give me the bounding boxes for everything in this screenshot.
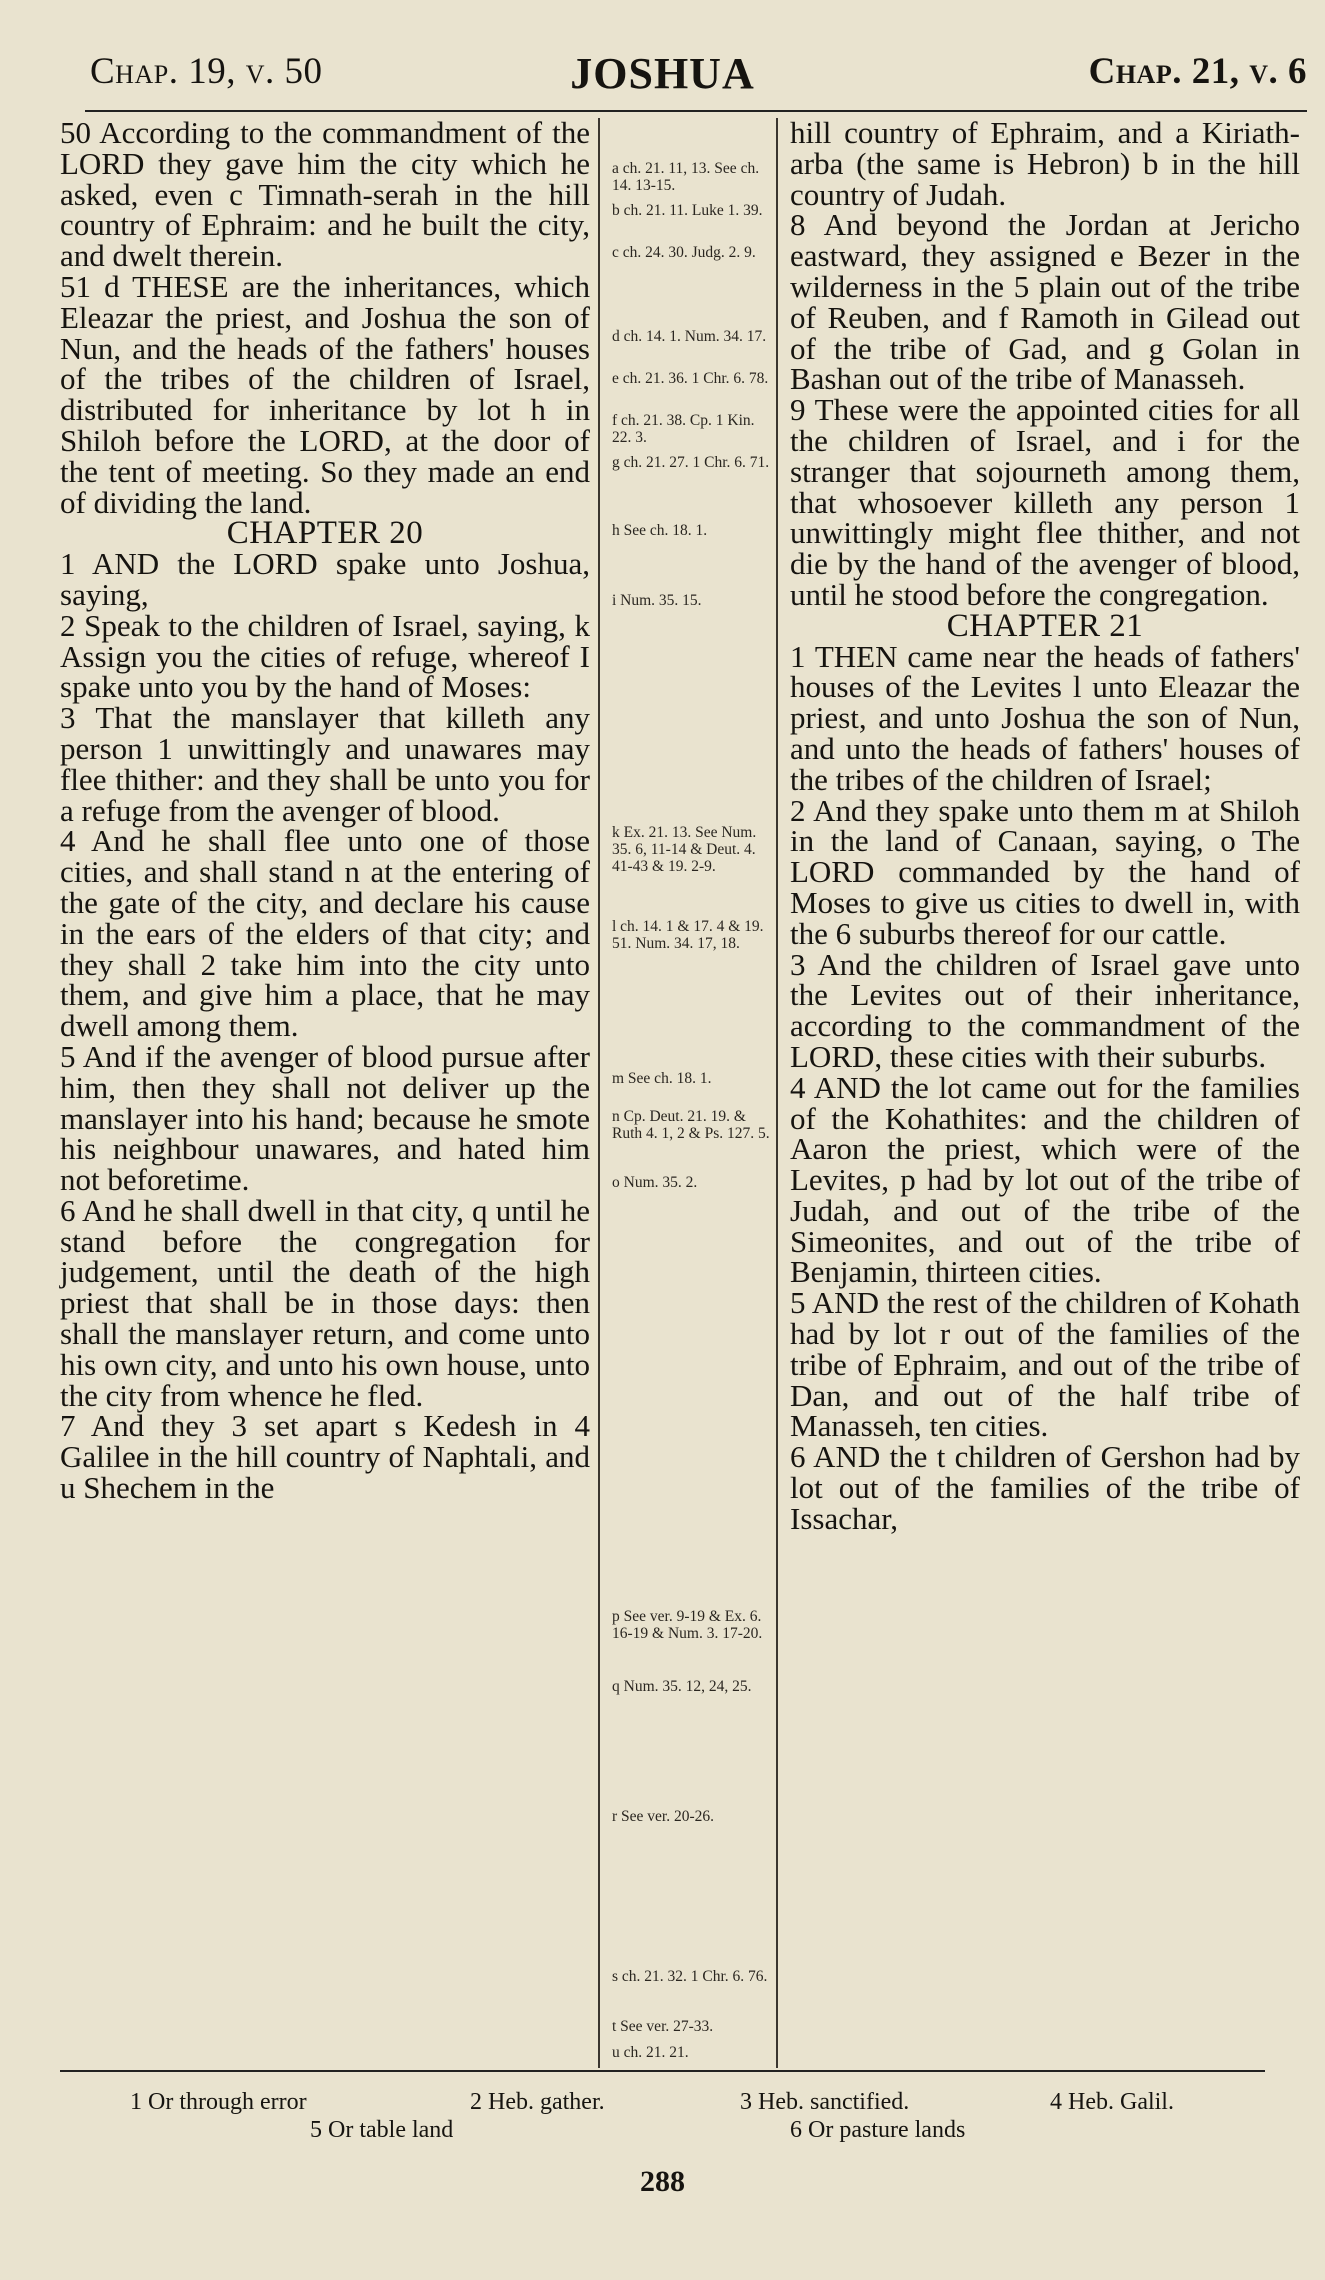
book-title: JOSHUA <box>570 49 755 98</box>
cross-ref: s ch. 21. 32. 1 Chr. 6. 76. <box>612 1968 768 1985</box>
cross-ref: l ch. 14. 1 & 17. 4 & 19. 51. Num. 34. 17, 18. <box>612 918 764 952</box>
page-number: 288 <box>640 2165 685 2198</box>
cross-ref: o Num. 35. 2. <box>612 1174 698 1191</box>
cross-ref: d ch. 14. 1. Num. 34. 17. <box>612 328 767 345</box>
cross-ref: m See ch. 18. 1. <box>612 1070 712 1087</box>
chapter-heading-20: CHAPTER 20 <box>226 515 424 552</box>
column-divider-left <box>598 118 600 2068</box>
footnote: 2 Heb. gather. <box>470 2089 605 2115</box>
cross-ref: r See ver. 20-26. <box>612 1808 715 1825</box>
footnote: 4 Heb. Galil. <box>1050 2089 1174 2115</box>
verse-21-2: 2 And they spake unto them m at Shiloh in the land of Canaan, saying, o The LORD commanded by the hand of Moses to give us cities to dwell in, with the 6 suburbs thereof for our cattle. <box>790 792 1300 951</box>
cross-ref: e ch. 21. 36. 1 Chr. 6. 78. <box>612 370 769 387</box>
cross-ref: u ch. 21. 21. <box>612 2044 689 2061</box>
cross-ref: q Num. 35. 12, 24, 25. <box>612 1678 752 1695</box>
cross-ref: c ch. 24. 30. Judg. 2. 9. <box>612 244 756 261</box>
cross-ref: i Num. 35. 15. <box>612 592 702 609</box>
verse-20-2: 2 Speak to the children of Israel, saying, k Assign you the cities of refuge, whereof I spake unto you by the hand of Moses: <box>60 607 590 705</box>
cross-ref: h See ch. 18. 1. <box>612 522 708 539</box>
footnote: 1 Or through error <box>130 2089 307 2115</box>
verse-20-8: 8 And beyond the Jordan at Jericho eastward, they assigned e Bezer in the wilderness in the 5 plain out of the tribe of Reuben, and f Ramoth in Gilead out of the tribe of Gad, and g Golan in Bashan out of the tribe of Manasseh. <box>790 207 1300 397</box>
cross-ref: f ch. 21. 38. Cp. 1 Kin. 22. 3. <box>612 412 755 446</box>
running-head-left: Chap. 19, v. 50 <box>90 51 323 92</box>
verse-21-6: 6 AND the t children of Gershon had by lot out of the families of the tribe of Issachar, <box>790 1439 1300 1536</box>
cross-ref: k Ex. 21. 13. See Num. 35. 6, 11-14 & Deut. 4. 41-43 & 19. 2-9. <box>612 824 757 875</box>
cross-ref: a ch. 21. 11, 13. See ch. 14. 13-15. <box>612 160 760 194</box>
cross-ref: b ch. 21. 11. Luke 1. 39. <box>612 202 763 219</box>
footnote: 6 Or pasture lands <box>790 2117 966 2143</box>
verse-20-5: 5 And if the avenger of blood pursue after him, then they shall not deliver up the manslayer into his hand; because he smote his neighbour unawares, and hated him not beforetime. <box>60 1038 590 1198</box>
left-text-column <box>60 115 590 1506</box>
header-rule <box>85 110 1307 112</box>
verse-19-51: 51 d THESE are the inheritances, which Eleazar the priest, and Joshua the son of Nun, and the heads of the fathers' houses of the tribes of the children of Israel, distributed for inheritance by lot h in Shiloh before the LORD, at the door of the tent of meeting. So they made an end of dividing the land. <box>60 268 590 520</box>
column-divider-right <box>776 118 778 2068</box>
verse-20-6: 6 And he shall dwell in that city, q until he stand before the congregation for judgement, until the death of the high priest that shall be in those days: then shall the manslayer return, and come unto his own city, and unto his own house, unto the city from whence he fled. <box>60 1192 590 1413</box>
cross-ref: t See ver. 27-33. <box>612 2018 714 2035</box>
verse-20-3: 3 That the manslayer that killeth any person 1 unwittingly and unawares may flee thither: and they shall be unto you for a refuge from the avenger of blood. <box>60 700 590 828</box>
cross-ref: g ch. 21. 27. 1 Chr. 6. 71. <box>612 454 770 471</box>
cross-reference-column <box>602 118 772 2068</box>
chapter-heading-21: CHAPTER 21 <box>946 607 1144 644</box>
right-text-column <box>790 115 1300 1536</box>
verse-21-1: 1 THEN came near the heads of fathers' houses of the Levites l unto Eleazar the priest, and unto Joshua the son of Nun, and unto the heads of fathers' houses of the tribes of the children of Israel; <box>790 638 1300 797</box>
running-head-right: Chap. 21, v. 6 <box>1088 51 1307 92</box>
verse-21-5: 5 AND the rest of the children of Kohath had by lot r out of the families of the tribe of Ephraim, and out of the tribe of Dan, and out of the half tribe of Manasseh, ten cities. <box>790 1285 1300 1444</box>
verse-20-4: 4 And he shall flee unto one of those cities, and shall stand n at the entering of the gate of the city, and declare his cause in the ears of the elders of that city; and they shall 2 take him into the city unto them, and give him a place, that he may dwell among them. <box>60 823 590 1044</box>
verse-20-9: 9 These were the appointed cities for all the children of Israel, and i for the stranger that sojourneth among them, that whosoever killeth any person 1 unwittingly might flee thither, and not die by the hand of the avenger of blood, until he stood before the congregation. <box>790 392 1300 612</box>
footnote: 5 Or table land <box>310 2117 454 2143</box>
footnote: 3 Heb. sanctified. <box>740 2089 910 2115</box>
verse-20-7: 7 And they 3 set apart s Kedesh in 4 Galilee in the hill country of Naphtali, and u Shechem in the <box>60 1408 590 1506</box>
verse-20-7-continued: hill country of Ephraim, and a Kiriath-arba (the same is Hebron) b in the hill country of Judah. <box>790 115 1300 212</box>
verse-20-1: 1 AND the LORD spake unto Joshua, saying, <box>60 546 590 612</box>
cross-ref: p See ver. 9-19 & Ex. 6. 16-19 & Num. 3. 17-20. <box>612 1608 763 1642</box>
verse-19-50: 50 According to the commandment of the LORD they gave him the city which he asked, even c Timnath-serah in the hill country of Ephraim: and he built the city, and dwelt therein. <box>60 115 590 274</box>
verse-21-4: 4 AND the lot came out for the families of the Kohathites: and the children of Aaron the priest, which were of the Levites, p had by lot out of the tribe of Judah, and out of the tribe of the Simeonites, and out of the tribe of Benjamin, thirteen cities. <box>790 1069 1300 1290</box>
footnote-rule <box>60 2070 1265 2072</box>
cross-ref: n Cp. Deut. 21. 19. & Ruth 4. 1, 2 & Ps. 127. 5. <box>612 1108 770 1142</box>
verse-21-3: 3 And the children of Israel gave unto the Levites out of their inheritance, according to the commandment of the LORD, these cities with their suburbs. <box>790 946 1300 1074</box>
